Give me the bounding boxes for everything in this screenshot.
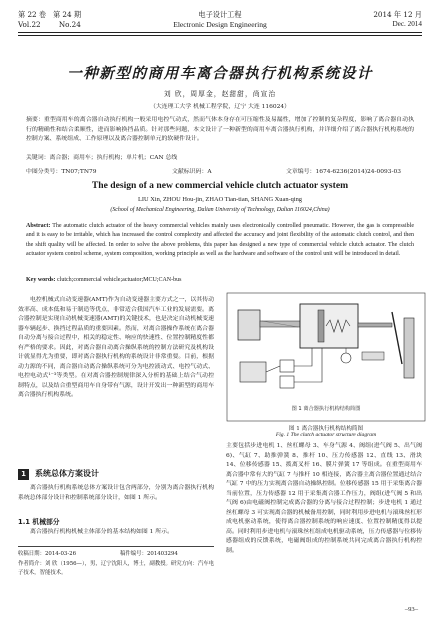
affiliation-cn: （大连理工大学 机械工程学院，辽宁 大连 116024） [149, 104, 291, 110]
header-rule-thin [18, 35, 422, 36]
section-1-paragraph: 离合器执行机构系统总体方案设计包含两部分，分别为离合器执行机构系统总体部分设计和控制系统部分设计，如图 1 所示。 [18, 485, 214, 501]
air-line-3 [294, 348, 322, 382]
intro-paragraph: 电控机械式自动变速器(AMT)作为自动变速器主要方式之一，以其传动效率高、成本低和易于制造等优点，非常适合我国汽车工业的发展需要。离合器控制是实现自动机械变速器(AMT)的关键技术，也是决定自动机械变速器车辆起步、换挡过程品质的重要因素。然而，对离合器操作系统在离合器自动分离与接合过程中，相关的稳定性、响应的快速性、位置控制精度性都有严格的要求。因此，对离合器自动离合操纵系统的控制方法研究及机构设计就显得尤为重要，即对离合器执行机构的系统设计非常重要。目前，根据动力源的不同，离合器自动离合操纵系统可分为电控液动式、电控气动式、电控电动式¹⁻³等类型。在对离合器控制规律深入分析的基础上结合气动控制特点，以及结合重型商用车自身带有气源，设计开发出一种新型的商用车离合器执行机构系统。 [18, 297, 214, 398]
abstract-en [26, 222, 414, 259]
subsection-1-1-paragraph: 离合器执行机构机械主体部分的基本结构如图 1 所示。 [30, 529, 173, 535]
figure-inner-caption: 图 1 离合器执行机构结构简图 [291, 406, 361, 412]
section-1-heading [18, 468, 99, 480]
footnote-rule [18, 546, 214, 547]
piston-shape [318, 310, 324, 342]
article-number-cn: 文章编号：1674-6236(2014)24-0093-03 [286, 169, 401, 175]
clutch-actuator-figure [226, 292, 426, 422]
header-journal-en: Electronic Design Engineering [173, 20, 267, 29]
air-line-1 [266, 366, 280, 372]
abstract-en-label: Abstract: [26, 223, 51, 229]
footnote-received: 收稿日期：2014-03-26 [18, 551, 77, 557]
paper-title-cn: 一种新型的商用车离合器执行机构系统设计 [67, 65, 373, 82]
header-journal-cn: 电子设计工程 [198, 10, 242, 19]
paper-title-en: The design of a new commercial vehicle clutch actuator system [91, 180, 349, 191]
document-code-cn: 文献标识码：A [172, 169, 212, 175]
authors-cn: 刘 欣，周厚金，赵甜甜，尚宣治 [163, 90, 277, 98]
right-column-paragraph: 主要包括步进电机 1、丝杠螺母 3、车身气源 4、阀组(进气阀 5、出气阀 6)、气缸 7、助推弹簧 8、推杆 10、压力传感器 12、直线 13、滑块 14、位移传感器 15、拨离叉杆 16、膜片弹簧 17 等组成。在重型商用车离合器中常有大的气缸 7 与推杆 10 相连接，离合器主离合器位置通过结合气缸 7 中的压力实现离合器自动操纵控制。位移传感器 15 用于采集离合器当前位置，压力传感器 12 用于采集离合器工作压力，阀组(进气阀 5 和出气阀 6)由电磁阀控制完成离合器的分离与接合过程控制；步进电机 1 通过丝杠螺母 3 可实现离合器的机械备用控制，同时利用步进电机与滚珠丝杠形成电机驱动系统，使得离合器控制系统的响应速度、位置控制精度得以提高。同时利用步进电机与滚珠丝杠组成电机驱动系统，压力传感器与位移传感器组成的反馈系统，电磁阀组成的控制系统共同完成离合器执行机构控制。 [226, 443, 422, 554]
air-source-shape [240, 362, 266, 382]
subsection-1-1-heading: 1.1 机械部分 [18, 518, 60, 526]
figure-caption-en: Fig. 1 The clutch actuator structure diagram [275, 432, 377, 438]
keywords-en [26, 276, 414, 286]
push-rod-shape [358, 323, 392, 327]
stepper-motor-shape [238, 310, 260, 340]
release-fork-shape [392, 312, 402, 364]
authors-en: LIU Xin, ZHOU Hou-jin, ZHAO Tian-tian, SHANG Xuan-qing [137, 196, 302, 203]
abstract-en-text: The automatic clutch actuator of the heavy commercial vehicles mainly uses electronically controlled pneumatic. However, the gas is compressible and it is easy to be irritable, which has increased the control complexity and affected the accuracy and joint flexibility of the automatic clutch control, and then the shift quality will be affected. In order to solve the above problems, this paper has designed a new type of commercial vehicle clutch actuator. The clutch actuator system control scheme, system composition, working principle as well as the hardware and software of the control unit will be introduced in detail. [26, 223, 414, 257]
section-1-number: 1 [18, 469, 29, 480]
header-volume-cn: 第 22 卷 第 24 期 [18, 10, 82, 19]
class-number-cn: 中图分类号：TN07;TN79 [26, 169, 97, 175]
page-number: –93– [404, 606, 418, 613]
intake-valve-shape [280, 360, 294, 372]
pressure-sensor-shape [341, 353, 351, 363]
header-rule-thick [18, 32, 422, 33]
exhaust-valve-shape [280, 376, 294, 388]
header-date-cn: 2014 年 12 月 [373, 10, 422, 19]
keywords-en-text: clutch;commercial vehicle;actuator;MCU;CAN-bus [57, 277, 182, 283]
section-1-title: 系统总体方案设计 [35, 469, 99, 478]
header-date-en: Dec. 2014 [392, 20, 422, 28]
keywords-en-label: Key words: [26, 277, 56, 283]
diaphragm-spring-shape [404, 318, 414, 378]
air-line-2 [294, 348, 312, 366]
figure-caption-cn: 图 1 离合器执行机构结构简图 [288, 426, 364, 432]
keywords-cn: 关键词：离合器；商用车；执行机构；单片机；CAN 总线 [26, 155, 178, 161]
cylinder-shape [300, 304, 358, 348]
header-volume-en: Vol.22 No.24 [18, 20, 81, 29]
affiliation-en: (School of Mechanical Engineering, Dalian University of Technology, Dalian 116024,China) [110, 207, 330, 213]
abstract-cn: 摘要：重型商用车的离合器自动执行机构一般采用电控气动式，然而气体本身存在可压缩性及易漏性，增加了控制的复杂程度，影响了离合器自动执行的精确性和结合柔顺性，进而影响换挡品质。针对那些问题，本文设计了一种新型的商用车离合器执行机构，并详细介绍了离合器执行机构系统的控制方案、系统组成、工作原理以及离合器控制单元的软硬件设计。 [26, 117, 414, 142]
footnote-author: 作者简介：刘 欣（1956—），男，辽宁沈阳人，博士，副教授。研究方向：汽车电子技术，智能技术。 [18, 561, 215, 576]
footnote-revised: 稿件编号：201403294 [120, 551, 178, 557]
displacement-sensor-shape [362, 352, 384, 360]
